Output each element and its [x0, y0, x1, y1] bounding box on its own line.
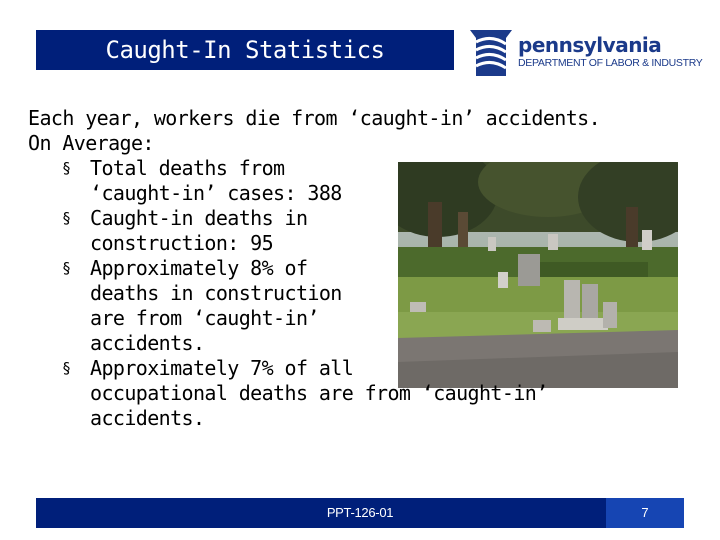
bullet-icon: § — [62, 209, 71, 227]
bullet-icon: § — [62, 259, 71, 277]
bullet-text: accidents. — [90, 331, 205, 355]
intro-line: Each year, workers die from ‘caught-in’ accidents. — [28, 106, 601, 130]
bullet-text: accidents. — [90, 406, 205, 430]
bullet-text: ‘caught-in’ cases: 388 — [90, 181, 342, 205]
bullet-text: occupational deaths are from ‘caught-in’ — [90, 381, 548, 405]
logo-department: DEPARTMENT OF LABOR & INDUSTRY — [518, 57, 703, 69]
slide-body — [28, 106, 678, 431]
bullet-text: Approximately 8% of — [90, 256, 308, 280]
pa-labor-logo — [468, 28, 703, 78]
list-item — [62, 206, 678, 256]
bullet-text: are from ‘caught-in’ — [90, 306, 319, 330]
bullet-icon: § — [62, 159, 71, 177]
bullet-text: Caught-in deaths in — [90, 206, 308, 230]
bullet-text: deaths in construction — [90, 281, 342, 305]
stats-list — [28, 156, 678, 431]
list-item — [62, 156, 678, 206]
logo-name: pennsylvania — [518, 33, 662, 57]
bullet-text: Total deaths from — [90, 156, 285, 180]
bullet-icon: § — [62, 359, 71, 377]
bullet-text: construction: 95 — [90, 231, 274, 255]
footer-bar — [36, 498, 684, 528]
footer-course-code: PPT-126-01 — [326, 505, 394, 520]
list-item — [62, 356, 678, 431]
slide-title: Caught-In Statistics — [105, 36, 385, 64]
list-item — [62, 256, 678, 356]
page-number: 7 — [606, 498, 684, 528]
intro-line: On Average: — [28, 131, 154, 155]
keystone-icon — [468, 28, 514, 78]
bullet-text: Approximately 7% of all — [90, 356, 354, 380]
title-bar — [36, 30, 454, 70]
